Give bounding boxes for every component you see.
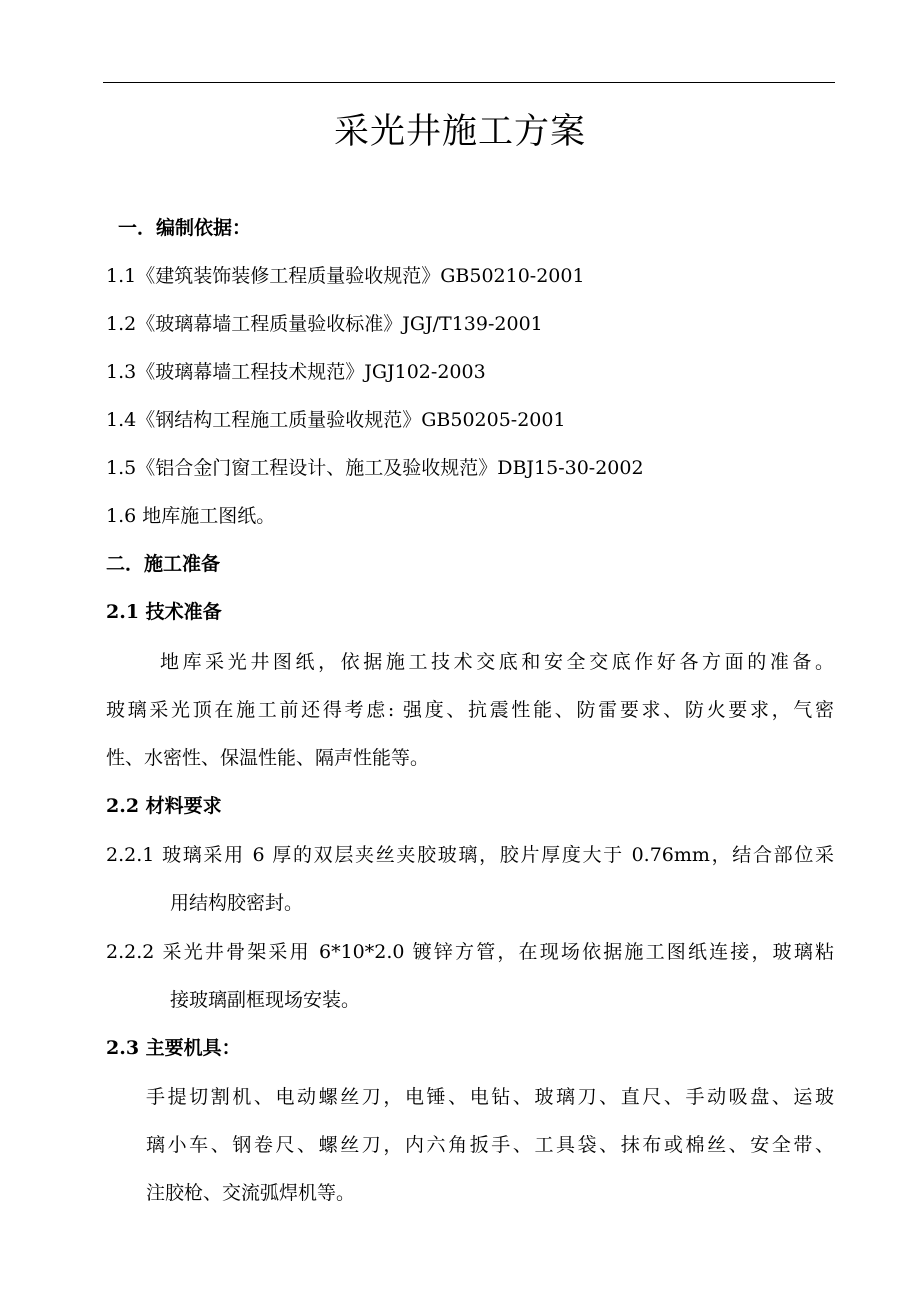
- reference-item-2: 1.2《玻璃幕墙工程质量验收标准》JGJ/T139-2001: [106, 313, 543, 335]
- material-item-line: 2.2.2 采光井骨架采用 6*10*2.0 镀锌方管，在现场依据施工图纸连接，玻璃粘: [106, 941, 834, 963]
- reference-item-1: 1.1《建筑装饰装修工程质量验收规范》GB50210-2001: [106, 265, 585, 287]
- subsection-2-3-heading: 2.3 主要机具：: [106, 1037, 241, 1059]
- document-title: 采光井施工方案: [333, 112, 586, 152]
- paragraph-line: 性、水密性、保温性能、隔声性能等。: [106, 747, 430, 769]
- subsection-2-2-heading: 2.2 材料要求: [106, 795, 222, 817]
- section-1-heading: 一．编制依据：: [118, 217, 252, 239]
- reference-item-3: 1.3《玻璃幕墙工程技术规范》JGJ102-2003: [106, 361, 486, 383]
- material-item-line: 接玻璃副框现场安装。: [170, 989, 361, 1011]
- header-rule: [103, 82, 835, 83]
- material-item-line: 用结构胶密封。: [170, 892, 304, 914]
- subsection-2-1-heading: 2.1 技术准备: [106, 601, 222, 623]
- paragraph-line: 地库采光井图纸，依据施工技术交底和安全交底作好各方面的准备。: [160, 651, 834, 673]
- reference-item-4: 1.4《钢结构工程施工质量验收规范》GB50205-2001: [106, 409, 566, 431]
- material-item-line: 2.2.1 玻璃采用 6 厚的双层夹丝夹胶玻璃，胶片厚度大于 0.76mm，结合部位采: [106, 844, 834, 866]
- section-2-heading: 二．施工准备: [106, 553, 221, 575]
- tools-line: 璃小车、钢卷尺、螺丝刀，内六角扳手、工具袋、抹布或棉丝、安全带、: [146, 1134, 834, 1156]
- paragraph-line: 玻璃采光顶在施工前还得考虑: 强度、抗震性能、防雷要求、防火要求，气密: [106, 699, 834, 721]
- reference-item-6: 1.6 地库施工图纸。: [106, 505, 276, 527]
- tools-line: 注胶枪、交流弧焊机等。: [146, 1182, 356, 1204]
- tools-line: 手提切割机、电动螺丝刀，电锤、电钻、玻璃刀、直尺、手动吸盘、运玻: [146, 1086, 834, 1108]
- reference-item-5: 1.5《铝合金门窗工程设计、施工及验收规范》DBJ15-30-2002: [106, 457, 644, 479]
